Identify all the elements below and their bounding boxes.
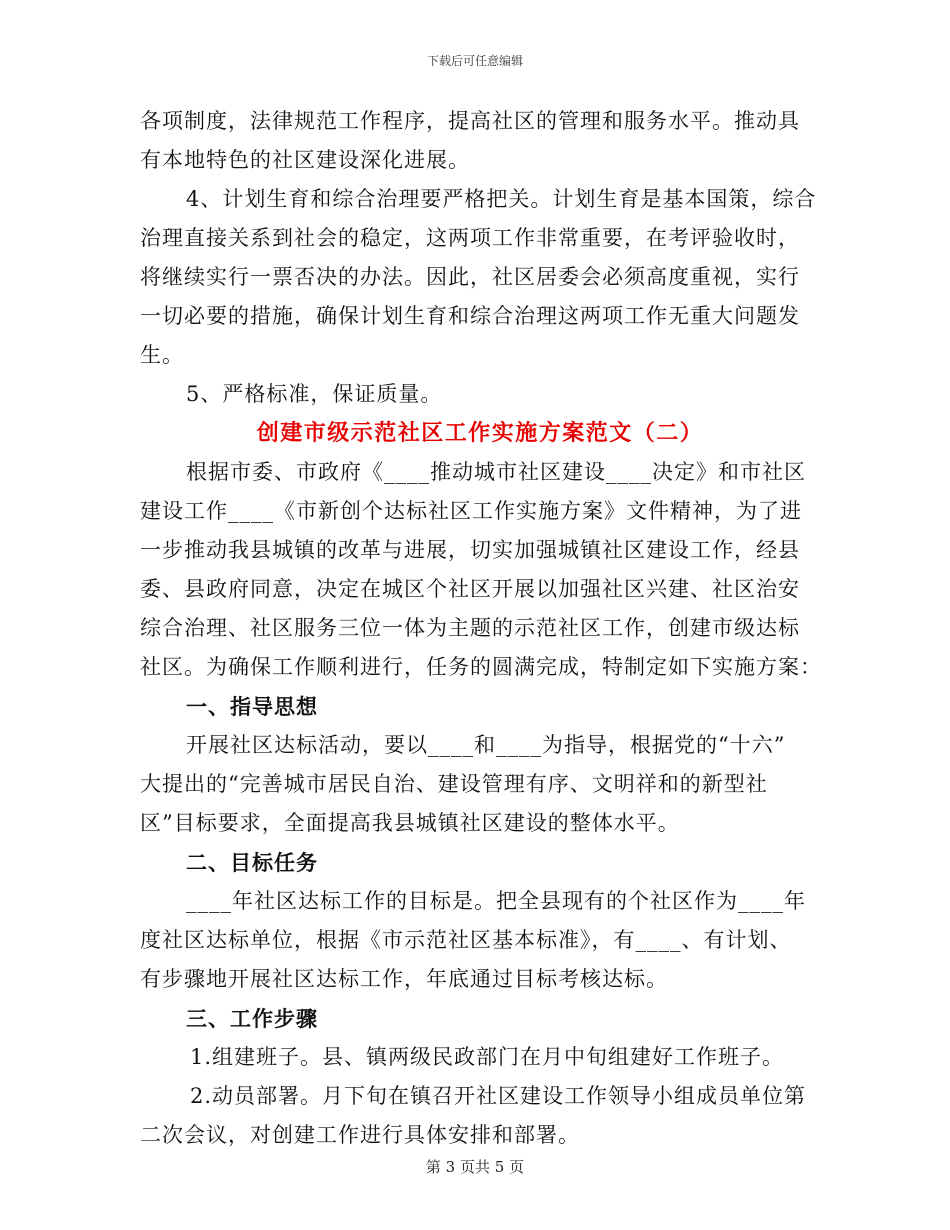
paragraph-line: 5、严格标准，保证质量。 [186, 382, 443, 406]
paragraph-line: 社区。为确保工作顺利进行，任务的圆满完成，特制定如下实施方案： [140, 655, 822, 679]
paragraph-line: 1.组建班子。县、镇两级民政部门在月中旬组建好工作班子。 [190, 1045, 785, 1069]
paragraph-line: 一步推动我县城镇的改革与进展，切实加强城镇社区建设工作，经县 [140, 538, 800, 562]
paragraph-line: 建设工作____《市新创个达标社区工作实施方案》文件精神，为了进 [140, 499, 802, 523]
paragraph-line: 4、计划生育和综合治理要严格把关。计划生育是基本国策，综合 [186, 187, 817, 211]
paragraph-line: 委、县政府同意，决定在城区个社区开展以加强社区兴建、社区治安 [140, 577, 800, 601]
section-heading: 三、工作步骤 [186, 1006, 318, 1031]
paragraph-line: 二次会议，对创建工作进行具体安排和部署。 [140, 1123, 580, 1147]
document-body [140, 102, 820, 1155]
section-title: 创建市级示范社区工作实施方案范文（二） [256, 420, 704, 446]
page-number: 第 3 页共 5 页 [425, 1158, 525, 1176]
paragraph-line: 治理直接关系到社会的稳定，这两项工作非常重要，在考评验收时， [140, 226, 800, 250]
paragraph-line: 大提出的“完善城市居民自治、建设管理有序、文明祥和的新型社 [140, 772, 768, 796]
paragraph-line: 有本地特色的社区建设深化进展。 [140, 148, 470, 172]
section-heading: 二、目标任务 [186, 850, 318, 875]
paragraph-line: 区”目标要求，全面提高我县城镇社区建设的整体水平。 [140, 811, 680, 835]
paragraph-line: 开展社区达标活动，要以____和____为指导，根据党的“十六” [186, 733, 786, 757]
paragraph-line: 生。 [140, 343, 184, 367]
section-heading: 一、指导思想 [186, 694, 318, 719]
paragraph-line: ____年社区达标工作的目标是。把全县现有的个社区作为____年 [186, 889, 806, 913]
paragraph-line: 度社区达标单位，根据《市示范社区基本标准》，有____、有计划、 [140, 928, 792, 952]
paragraph-line: 根据市委、市政府《____推动城市社区建设____决定》和市社区 [186, 460, 806, 484]
paragraph-line: 2.动员部署。月下旬在镇召开社区建设工作领导小组成员单位第 [190, 1084, 807, 1108]
paragraph-line: 有步骤地开展社区达标工作，年底通过目标考核达标。 [140, 967, 668, 991]
paragraph-line: 综合治理、社区服务三位一体为主题的示范社区工作，创建市级达标 [140, 616, 800, 640]
header-note: 下载后可任意编辑 [426, 54, 523, 68]
paragraph-line: 一切必要的措施，确保计划生育和综合治理这两项工作无重大问题发 [140, 304, 800, 328]
paragraph-line: 各项制度，法律规范工作程序，提高社区的管理和服务水平。推动具 [140, 109, 800, 133]
paragraph-line: 将继续实行一票否决的办法。因此，社区居委会必须高度重视，实行 [140, 265, 800, 289]
